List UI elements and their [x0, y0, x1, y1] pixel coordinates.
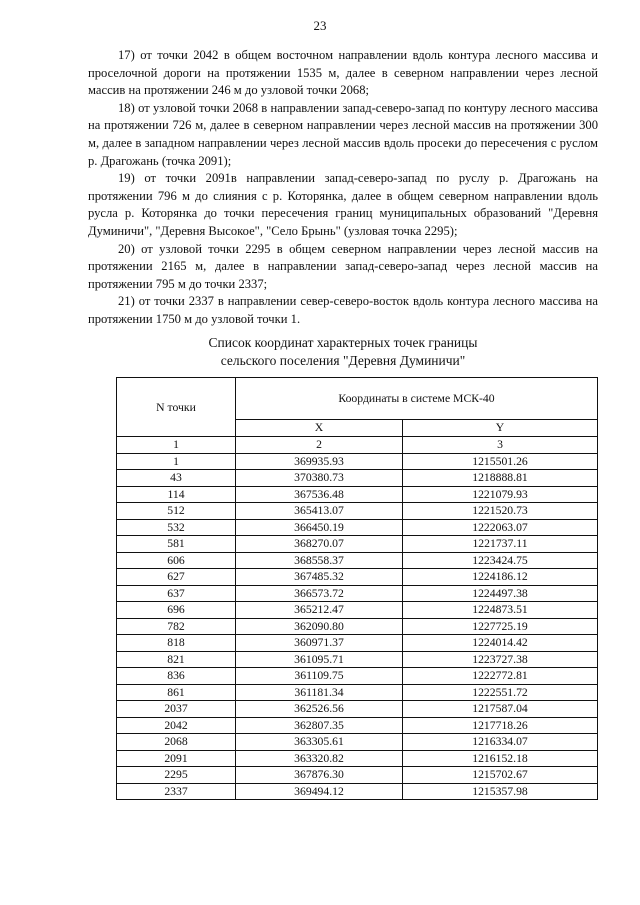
table-row	[117, 552, 598, 569]
table-row	[117, 668, 598, 685]
cell-y: 1224186.12	[403, 569, 598, 586]
table-row	[117, 734, 598, 751]
cell-point: 114	[117, 486, 236, 503]
cell-x: 368270.07	[236, 536, 403, 553]
table-row	[117, 602, 598, 619]
cell-point: 627	[117, 569, 236, 586]
cell-y: 1222772.81	[403, 668, 598, 685]
coordinates-table	[116, 377, 598, 800]
cell-point: 1	[117, 453, 236, 470]
cell-y: 1223424.75	[403, 552, 598, 569]
header-point-number: N точки	[117, 378, 236, 437]
cell-y: 1224014.42	[403, 635, 598, 652]
cell-x: 367485.32	[236, 569, 403, 586]
cell-point: 782	[117, 618, 236, 635]
cell-point: 2068	[117, 734, 236, 751]
cell-x: 361109.75	[236, 668, 403, 685]
cell-y: 1217718.26	[403, 717, 598, 734]
caption-line: сельского поселения "Деревня Думиничи"	[220, 353, 466, 368]
cell-point: 43	[117, 470, 236, 487]
table-row	[117, 684, 598, 701]
paragraph: 17) от точки 2042 в общем восточном направлении вдоль контура лесного массива и проселочной дороги на протяжении 1535 м, далее в северном направлении через лесной массив на протяжении 246 м до узловой точки 2068;	[88, 48, 598, 98]
cell-x: 361095.71	[236, 651, 403, 668]
cell-y: 1215357.98	[403, 783, 598, 800]
paragraph: 18) от узловой точки 2068 в направлении запад-северо-запад по контуру лесного массива на протяжении 726 м, далее в северном направлении через лесной массив на протяжении 300 м, далее в западном направлении через лесной массив вдоль просеки до пересечения с руслом р. Драгожань (точка 2091);	[88, 100, 598, 168]
cell-x: 366450.19	[236, 519, 403, 536]
table-row	[117, 750, 598, 767]
cell-y: 1222551.72	[403, 684, 598, 701]
table-row	[117, 585, 598, 602]
boundary-description	[88, 47, 598, 329]
table-row	[117, 453, 598, 470]
column-number: 1	[117, 437, 236, 454]
cell-point: 861	[117, 684, 236, 701]
cell-x: 362090.80	[236, 618, 403, 635]
cell-y: 1221520.73	[403, 503, 598, 520]
cell-point: 2337	[117, 783, 236, 800]
cell-point: 512	[117, 503, 236, 520]
table-caption	[88, 334, 598, 370]
table-row	[117, 536, 598, 553]
cell-x: 365413.07	[236, 503, 403, 520]
column-number: 2	[236, 437, 403, 454]
header-coordinate-system: Координаты в системе МСК-40	[236, 378, 598, 420]
caption-line: Список координат характерных точек границы	[208, 335, 478, 350]
table-row	[117, 470, 598, 487]
cell-x: 361181.34	[236, 684, 403, 701]
cell-x: 365212.47	[236, 602, 403, 619]
table-row	[117, 767, 598, 784]
table-body	[117, 453, 598, 800]
table-row	[117, 651, 598, 668]
cell-x: 369494.12	[236, 783, 403, 800]
cell-point: 532	[117, 519, 236, 536]
cell-x: 362526.56	[236, 701, 403, 718]
cell-point: 2295	[117, 767, 236, 784]
cell-y: 1218888.81	[403, 470, 598, 487]
cell-y: 1217587.04	[403, 701, 598, 718]
cell-x: 368558.37	[236, 552, 403, 569]
table-row	[117, 486, 598, 503]
page-number: 23	[313, 18, 327, 33]
cell-x: 362807.35	[236, 717, 403, 734]
cell-x: 363305.61	[236, 734, 403, 751]
cell-y: 1224497.38	[403, 585, 598, 602]
cell-y: 1221737.11	[403, 536, 598, 553]
cell-x: 367536.48	[236, 486, 403, 503]
cell-x: 370380.73	[236, 470, 403, 487]
table-row	[117, 618, 598, 635]
paragraph: 19) от точки 2091в направлении запад-северо-запад по руслу р. Драгожань на протяжении 796 м до слияния с р. Которянка, далее в общем северном направлении вдоль русла р. Которянка до точки пересечения границ муниципальных образований "Деревня Думиничи", "Деревня Высокое", "Село Брынь" (узловая точка 2295);	[88, 171, 598, 238]
column-number-row	[117, 437, 598, 454]
table-row	[117, 569, 598, 586]
cell-y: 1215702.67	[403, 767, 598, 784]
cell-x: 367876.30	[236, 767, 403, 784]
cell-point: 2037	[117, 701, 236, 718]
cell-point: 696	[117, 602, 236, 619]
table-row	[117, 503, 598, 520]
column-number: 3	[403, 437, 598, 454]
paragraph: 20) от узловой точки 2295 в общем северном направлении через лесной массив на протяжении 2165 м, далее в направлении запад-северо-запад через лесной массив на протяжении 795 м до точки 2337;	[88, 241, 598, 291]
cell-point: 581	[117, 536, 236, 553]
cell-y: 1224873.51	[403, 602, 598, 619]
cell-point: 2042	[117, 717, 236, 734]
cell-point: 818	[117, 635, 236, 652]
cell-y: 1216334.07	[403, 734, 598, 751]
table-row	[117, 635, 598, 652]
cell-x: 369935.93	[236, 453, 403, 470]
header-y: Y	[403, 419, 598, 436]
paragraph: 21) от точки 2337 в направлении север-северо-восток вдоль контура лесного массива на протяжении 1750 м до узловой точки 1.	[88, 294, 598, 326]
table-row	[117, 701, 598, 718]
cell-y: 1222063.07	[403, 519, 598, 536]
cell-point: 2091	[117, 750, 236, 767]
cell-point: 836	[117, 668, 236, 685]
cell-y: 1221079.93	[403, 486, 598, 503]
header-x: X	[236, 419, 403, 436]
cell-point: 821	[117, 651, 236, 668]
cell-y: 1227725.19	[403, 618, 598, 635]
cell-y: 1223727.38	[403, 651, 598, 668]
table-row	[117, 783, 598, 800]
cell-point: 637	[117, 585, 236, 602]
cell-x: 366573.72	[236, 585, 403, 602]
cell-y: 1216152.18	[403, 750, 598, 767]
table-header-row	[117, 378, 598, 420]
cell-x: 363320.82	[236, 750, 403, 767]
table-row	[117, 519, 598, 536]
cell-point: 606	[117, 552, 236, 569]
cell-y: 1215501.26	[403, 453, 598, 470]
cell-x: 360971.37	[236, 635, 403, 652]
table-row	[117, 717, 598, 734]
